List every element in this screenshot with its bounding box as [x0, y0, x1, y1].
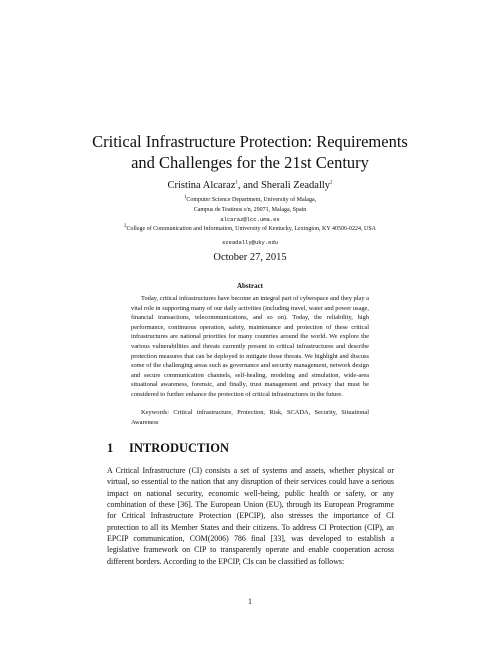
email-2: szeadally@uky.edu	[221, 239, 279, 246]
author-separator: , and	[237, 180, 261, 191]
affiliation-1-line-2: Campus de Teatinos s/n, 29071, Malaga, Spain	[193, 207, 307, 213]
paper-date: October 27, 2015	[213, 252, 287, 263]
section-number: 1	[107, 441, 114, 455]
section-heading	[107, 441, 229, 456]
affiliation-1-mark: 1	[183, 195, 187, 200]
author-list	[60, 180, 440, 191]
abstract-body: Today, critical infrastructures have become an integral part of cyberspace and they play a vital role in supporting many of our daily activities (including travel, water and power usage, financial transactions, telecommunications, and so on). Today, the reliability, high performance, continuous operation, safety, maintenance and protection of these critical infrastructures are national priorities for many countries around the world. We explore the various vulnerabilities and threats currently present in critical infrastructures and describe protection measures that can be deployed to mitigate those threats. We highlight and discuss some of the challenging areas such as governance and security management, network design and secure communication channels, self-healing, modeling and simulation, wide-area situational awareness, forensic, and finally, trust management and privacy that must be considered to further enhance the protection of critical infrastructures in the future.	[131, 295, 369, 398]
paper-title	[60, 131, 440, 173]
author-2: Sherali Zeadally	[260, 180, 331, 191]
section-title: INTRODUCTION	[129, 441, 230, 455]
page-number: 1	[248, 597, 252, 606]
author-1-mark: 1	[235, 180, 238, 186]
abstract-heading: Abstract	[236, 282, 264, 290]
email-1: alcaraz@lcc.uma.es	[220, 216, 280, 223]
affiliation-2	[40, 226, 460, 232]
title-line-1: Critical Infrastructure Protection: Requirements	[92, 132, 408, 151]
affiliation-1-line-1	[60, 196, 440, 204]
intro-paragraph: A Critical Infrastructure (CI) consists a set of systems and assets, whether physical or virtual, so essential to the nation that any disruption of their services could have a serious impact on national security, economic well-being, public health or safety, or any combination of these [36]. The European Union (EU), through its European Programme for Critical Infrastructure Protection (EPCIP), also stresses the importance of CI protection to all its Member States and their citizens. To address CI Protection (CIP), an EPCIP communication, COM(2006) 786 final [33], was developed to establish a legislative framework on CIP to transparently operate and enable cooperation across different borders. According to the EPCIP, CIs can be classified as follows:	[107, 466, 394, 566]
keywords: Keywords: Critical infrastructure, Protection, Risk, SCADA, Security, Situational Awareness	[131, 409, 369, 426]
affiliation-1-text: Computer Science Department, University of Malaga,	[186, 197, 317, 203]
title-line-2: and Challenges for the 21st Century	[131, 153, 369, 172]
author-1: Cristina Alcaraz	[167, 180, 236, 191]
affiliation-2-text: College of Communication and Information, University of Kentucky, Lexington, KY 40506-0224, USA	[126, 226, 376, 232]
author-2-mark: 2	[330, 180, 333, 186]
affiliation-2-mark: 2	[123, 224, 127, 229]
